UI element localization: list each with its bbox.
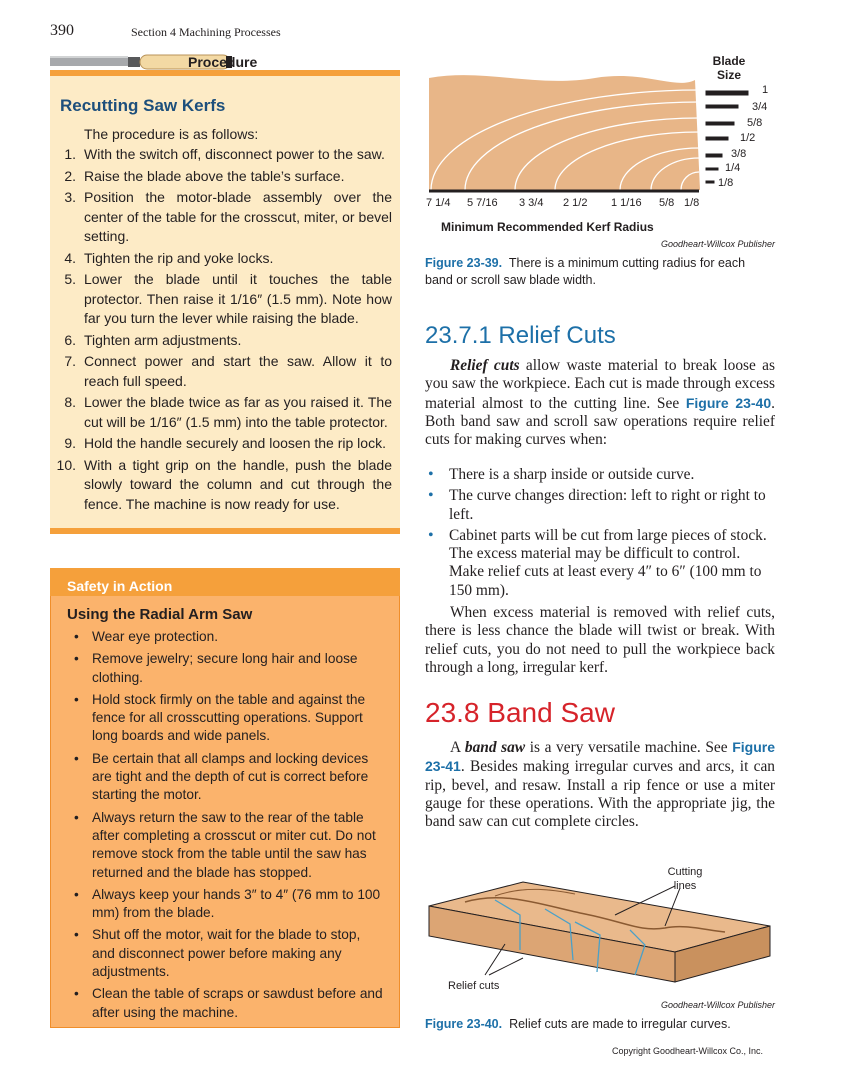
step-number: 2.	[64, 167, 76, 184]
procedure-step	[52, 456, 392, 515]
safety-title: Safety in Action	[67, 578, 173, 594]
radius-label: 2 1/2	[563, 197, 588, 209]
figure-23-40-caption: Figure 23-40. Relief cuts are made to irregular curves.	[425, 1017, 731, 1031]
step-text: With the switch off, disconnect power to the saw.	[84, 146, 385, 162]
safety-item: • Wear eye protection.	[66, 628, 386, 646]
relief-bullet: • Cabinet parts will be cut from large pieces of stock. The excess material may be difficult to control. Make relief cuts at least every 4″ to 6″ (100 mm to 150 mm).	[425, 527, 775, 600]
step-number: 6.	[64, 331, 76, 348]
procedure-step	[52, 167, 392, 187]
procedure-step	[52, 434, 392, 454]
step-text: With a tight grip on the handle, push the blade slowly toward the column and cut through the fence. The machine is now ready for use.	[84, 456, 392, 512]
safety-item: • Hold stock firmly on the table and against the fence for all crosscutting operations. Support long boards and wide panels.	[66, 691, 386, 746]
safety-item: • Shut off the motor, wait for the blade to stop, and disconnect power before making any adjustments.	[66, 926, 386, 981]
procedure-step	[52, 188, 392, 247]
band-saw-paragraph: A band saw is a very versatile machine. See Figure 23-41. Besides making irregular curves and arcs, it can rip, bevel, and resaw. Install a rip fence or use a miter gauge for these operations. With the appropriate jig, the band saw can cut complete circles.	[425, 739, 775, 831]
relief-bullet: • The curve changes direction: left to right or right to left.	[425, 487, 775, 524]
safety-item: • Remove jewelry; secure long hair and loose clothing.	[66, 650, 386, 687]
safety-item: • Be certain that all clamps and locking devices are tight and the depth of cut is correct before starting the motor.	[66, 750, 386, 805]
procedure-bottom-bar	[50, 528, 400, 534]
radius-label: 5/8	[659, 197, 675, 209]
safety-item: • Clean the table of scraps or sawdust before and after using the machine.	[66, 985, 386, 1022]
procedure-steps	[52, 145, 392, 516]
step-text: Tighten arm adjustments.	[84, 331, 242, 348]
safety-item: • Always return the saw to the rear of the table after completing a crosscut or miter cut. Do not remove stock from the table until the saw has returned and the blade has stopped.	[66, 809, 386, 882]
step-number: 4.	[64, 249, 76, 266]
procedure-heading: Recutting Saw Kerfs	[60, 96, 226, 115]
blade-size-title: Blade Size	[712, 54, 746, 82]
step-number: 7.	[64, 353, 76, 369]
step-number: 1.	[64, 146, 76, 162]
step-text: Position the motor-blade assembly over the center of the table for the crosscut, miter, or bevel setting.	[84, 189, 392, 244]
step-text: Lower the blade until it touches the table protector. Then raise it 1/16″ (1.5 mm). Note how far you turn the lever while raising the blade.	[84, 271, 392, 326]
figure-credit: Goodheart-Willcox Publisher	[661, 1000, 775, 1010]
procedure-tab-label: Procedure	[188, 54, 258, 70]
radius-label: 1/8	[684, 197, 700, 209]
radius-label: 5 7/16	[467, 197, 498, 209]
blade-size-1-4: 1/4	[725, 162, 741, 174]
procedure-step	[52, 331, 392, 351]
blade-size-3-8: 3/8	[731, 148, 747, 160]
relief-cuts-paragraph: Relief cuts allow waste material to break loose as you saw the workpiece. Each cut is made through excess material almost to the cutting line. See Figure 23-40. Both band saw and scroll saw operations require relief cuts for making curves when:	[425, 357, 776, 449]
procedure-step	[52, 393, 392, 432]
step-number: 3.	[64, 189, 76, 205]
copyright: Copyright Goodheart-Willcox Co., Inc.	[612, 1046, 764, 1056]
relief-cuts-label: Relief cuts	[448, 980, 500, 992]
relief-cuts-paragraph-2: When excess material is removed with relief cuts, there is less chance the blade will twist or break. With relief cuts, you do not need to pull the workpiece back through a long, irregular kerf.	[425, 604, 775, 676]
blade-size-3-4: 3/4	[752, 101, 768, 113]
procedure-step	[52, 270, 392, 329]
blade-size-1-8: 1/8	[718, 177, 734, 189]
radius-label: 7 1/4	[426, 197, 451, 209]
cutting-lines-label: Cutting lines	[667, 866, 703, 892]
step-text: Tighten the rip and yoke locks.	[84, 249, 274, 266]
procedure-step	[52, 352, 392, 391]
safety-list	[66, 628, 386, 1026]
procedure-intro: The procedure is as follows:	[84, 126, 259, 142]
step-text: Connect power and start the saw. Allow it to reach full speed.	[84, 353, 392, 389]
figure-23-39-caption: Figure 23-39. There is a minimum cutting radius for each band or scroll saw blade width.	[425, 256, 746, 287]
step-number: 9.	[64, 435, 76, 451]
procedure-step	[52, 249, 392, 269]
step-number: 10.	[56, 456, 76, 473]
safety-subtitle: Using the Radial Arm Saw	[67, 606, 253, 623]
blade-size-5-8: 5/8	[747, 117, 763, 129]
step-number: 8.	[64, 394, 76, 410]
heading-23-8: 23.8 Band Saw	[425, 697, 615, 728]
radius-label: 1 1/16	[611, 197, 642, 209]
step-number: 5.	[64, 271, 76, 287]
figure-23-40-diagram	[425, 860, 775, 1020]
relief-bullet: • There is a sharp inside or outside curve.	[425, 466, 775, 484]
step-text: Lower the blade twice as far as you raised it. The cut will be 1/16″ (1.5 mm) into the table protector.	[84, 394, 392, 430]
procedure-step	[52, 145, 392, 165]
heading-23-7-1: 23.7.1 Relief Cuts	[425, 322, 616, 349]
relief-cuts-bullets	[425, 466, 775, 603]
radius-label: 3 3/4	[519, 197, 544, 209]
page-number: 390	[50, 22, 74, 39]
blade-size-1: 1	[762, 84, 769, 96]
figure-23-41-link[interactable]: Figure 23-41	[425, 739, 775, 775]
blade-size-1-2: 1/2	[740, 132, 756, 144]
step-text: Raise the blade above the table’s surface.	[84, 167, 345, 184]
figure-23-40-link[interactable]: Figure 23-40	[685, 394, 772, 411]
safety-item: • Always keep your hands 3″ to 4″ (76 mm to 100 mm) from the blade.	[66, 886, 386, 923]
figure-credit: Goodheart-Willcox Publisher	[661, 239, 775, 249]
section-title: Section 4 Machining Processes	[131, 25, 281, 39]
axis-title: Minimum Recommended Kerf Radius	[441, 220, 654, 234]
step-text: Hold the handle securely and loosen the rip lock.	[84, 435, 386, 451]
